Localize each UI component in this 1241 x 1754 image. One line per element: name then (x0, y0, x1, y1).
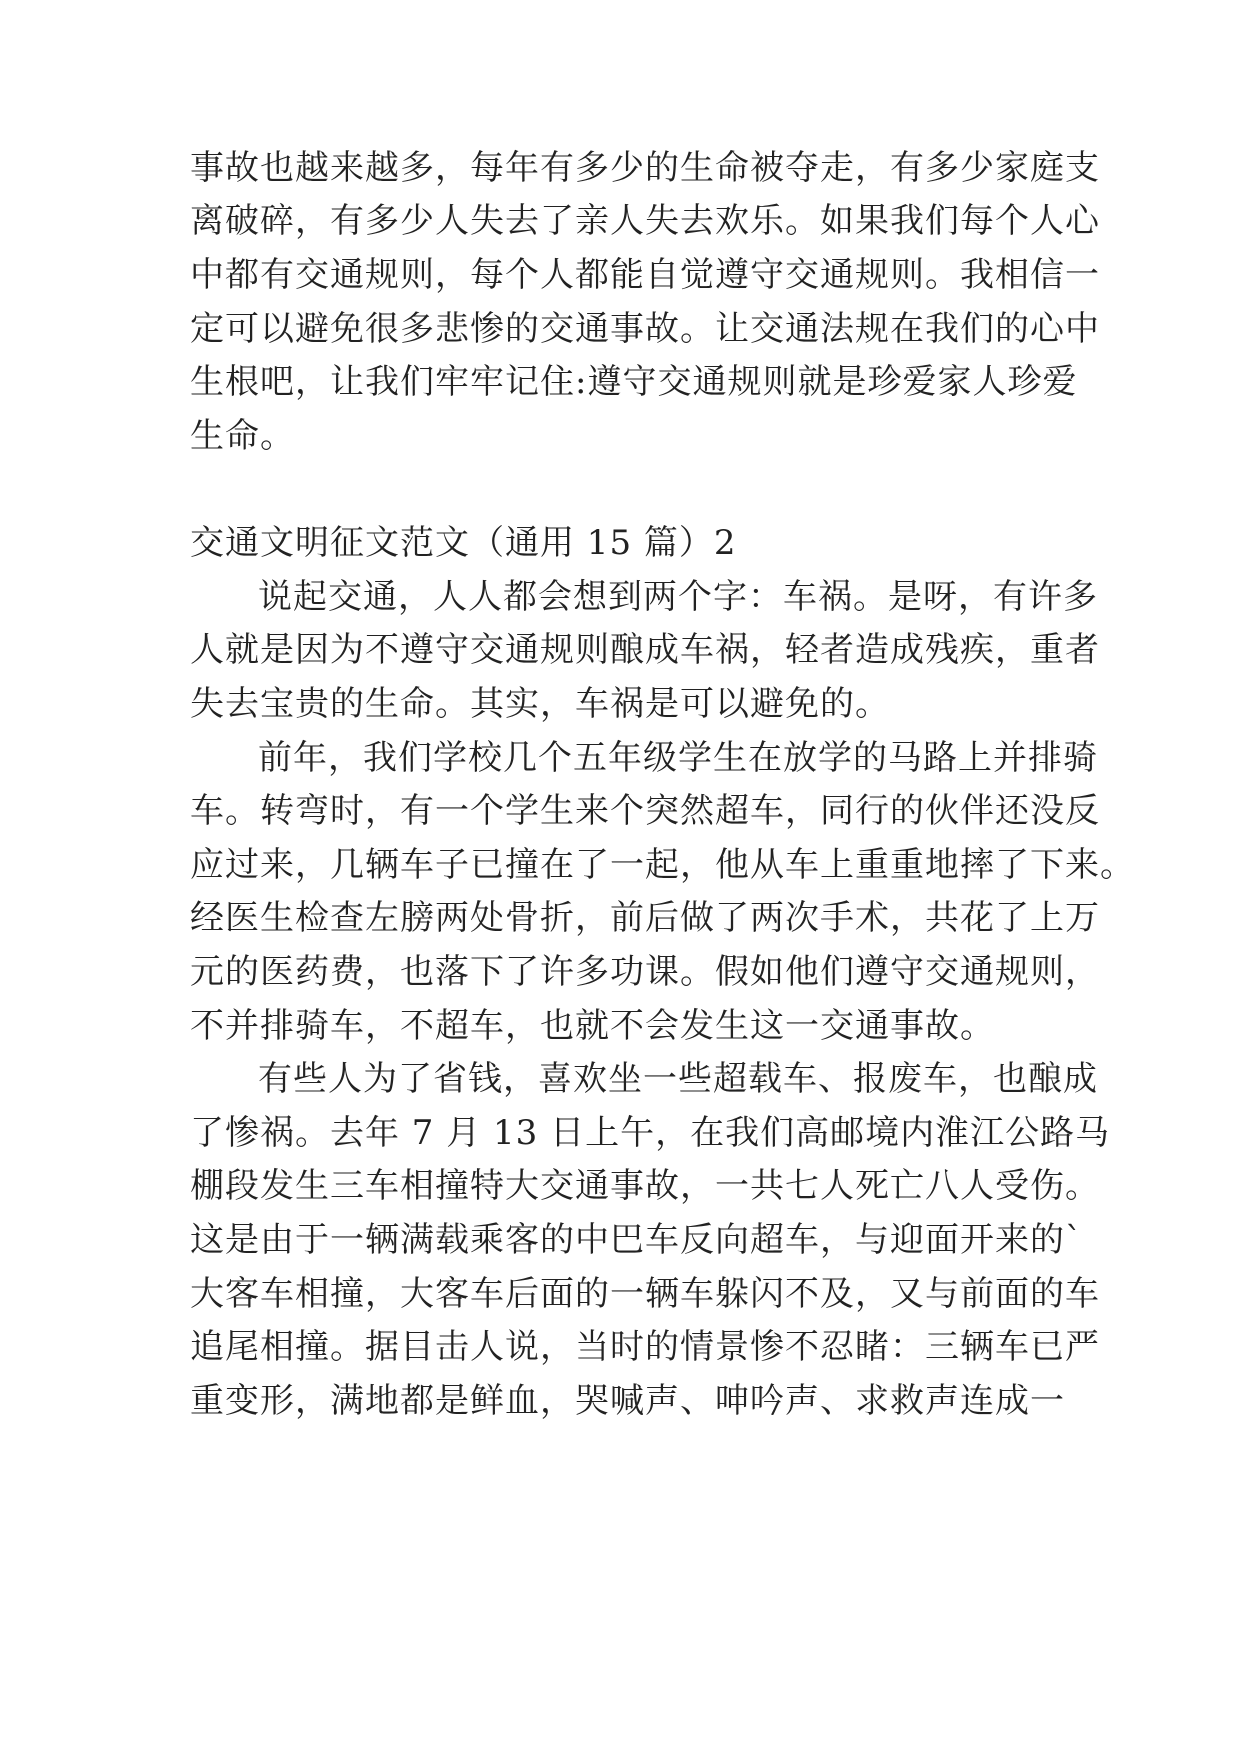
text-line: 这是由于一辆满载乘客的中巴车反向超车，与迎面开来的` (190, 1220, 1083, 1260)
text-line: 棚段发生三车相撞特大交通事故，一共七人死亡八人受伤。 (190, 1166, 1100, 1206)
paragraph-start-line: 有些人为了省钱，喜欢坐一些超载车、报废车，也酿成 (258, 1059, 1098, 1099)
text-line: 了惨祸。去年 7 月 13 日上午，在我们高邮境内淮江公路马 (190, 1113, 1111, 1153)
text-line: 经医生检查左膀两处骨折，前后做了两次手术，共花了上万 (190, 898, 1100, 938)
text-line: 大客车相撞，大客车后面的一辆车躲闪不及，又与前面的车 (190, 1274, 1100, 1314)
text-line: 生命。 (190, 416, 295, 456)
text-line: 不并排骑车，不超车，也就不会发生这一交通事故。 (190, 1006, 995, 1046)
text-line: 生根吧，让我们牢牢记住:遵守交通规则就是珍爱家人珍爱 (190, 362, 1078, 402)
paragraph-start-line: 前年，我们学校几个五年级学生在放学的马路上并排骑 (258, 738, 1098, 778)
text-line: 中都有交通规则，每个人都能自觉遵守交通规则。我相信一 (190, 255, 1100, 295)
text-line: 失去宝贵的生命。其实，车祸是可以避免的。 (190, 684, 890, 724)
text-line: 离破碎，有多少人失去了亲人失去欢乐。如果我们每个人心 (190, 201, 1100, 241)
text-line: 定可以避免很多悲惨的交通事故。让交通法规在我们的心中 (190, 309, 1100, 349)
text-line: 追尾相撞。据目击人说，当时的情景惨不忍睹：三辆车已严 (190, 1327, 1100, 1367)
text-line: 重变形，满地都是鲜血，哭喊声、呻吟声、求救声连成一 (190, 1381, 1065, 1421)
text-line: 车。转弯时，有一个学生来个突然超车，同行的伙伴还没反 (190, 791, 1100, 831)
text-line: 元的医药费，也落下了许多功课。假如他们遵守交通规则， (190, 952, 1100, 992)
text-line: 事故也越来越多，每年有多少的生命被夺走，有多少家庭支 (190, 148, 1100, 188)
section-heading: 交通文明征文范文（通用 15 篇）2 (190, 523, 737, 563)
text-line: 应过来，几辆车子已撞在了一起，他从车上重重地摔了下来。 (190, 845, 1135, 885)
text-line: 人就是因为不遵守交通规则酿成车祸，轻者造成残疾，重者 (190, 630, 1100, 670)
paragraph-start-line: 说起交通，人人都会想到两个字：车祸。是呀，有许多 (258, 577, 1098, 617)
